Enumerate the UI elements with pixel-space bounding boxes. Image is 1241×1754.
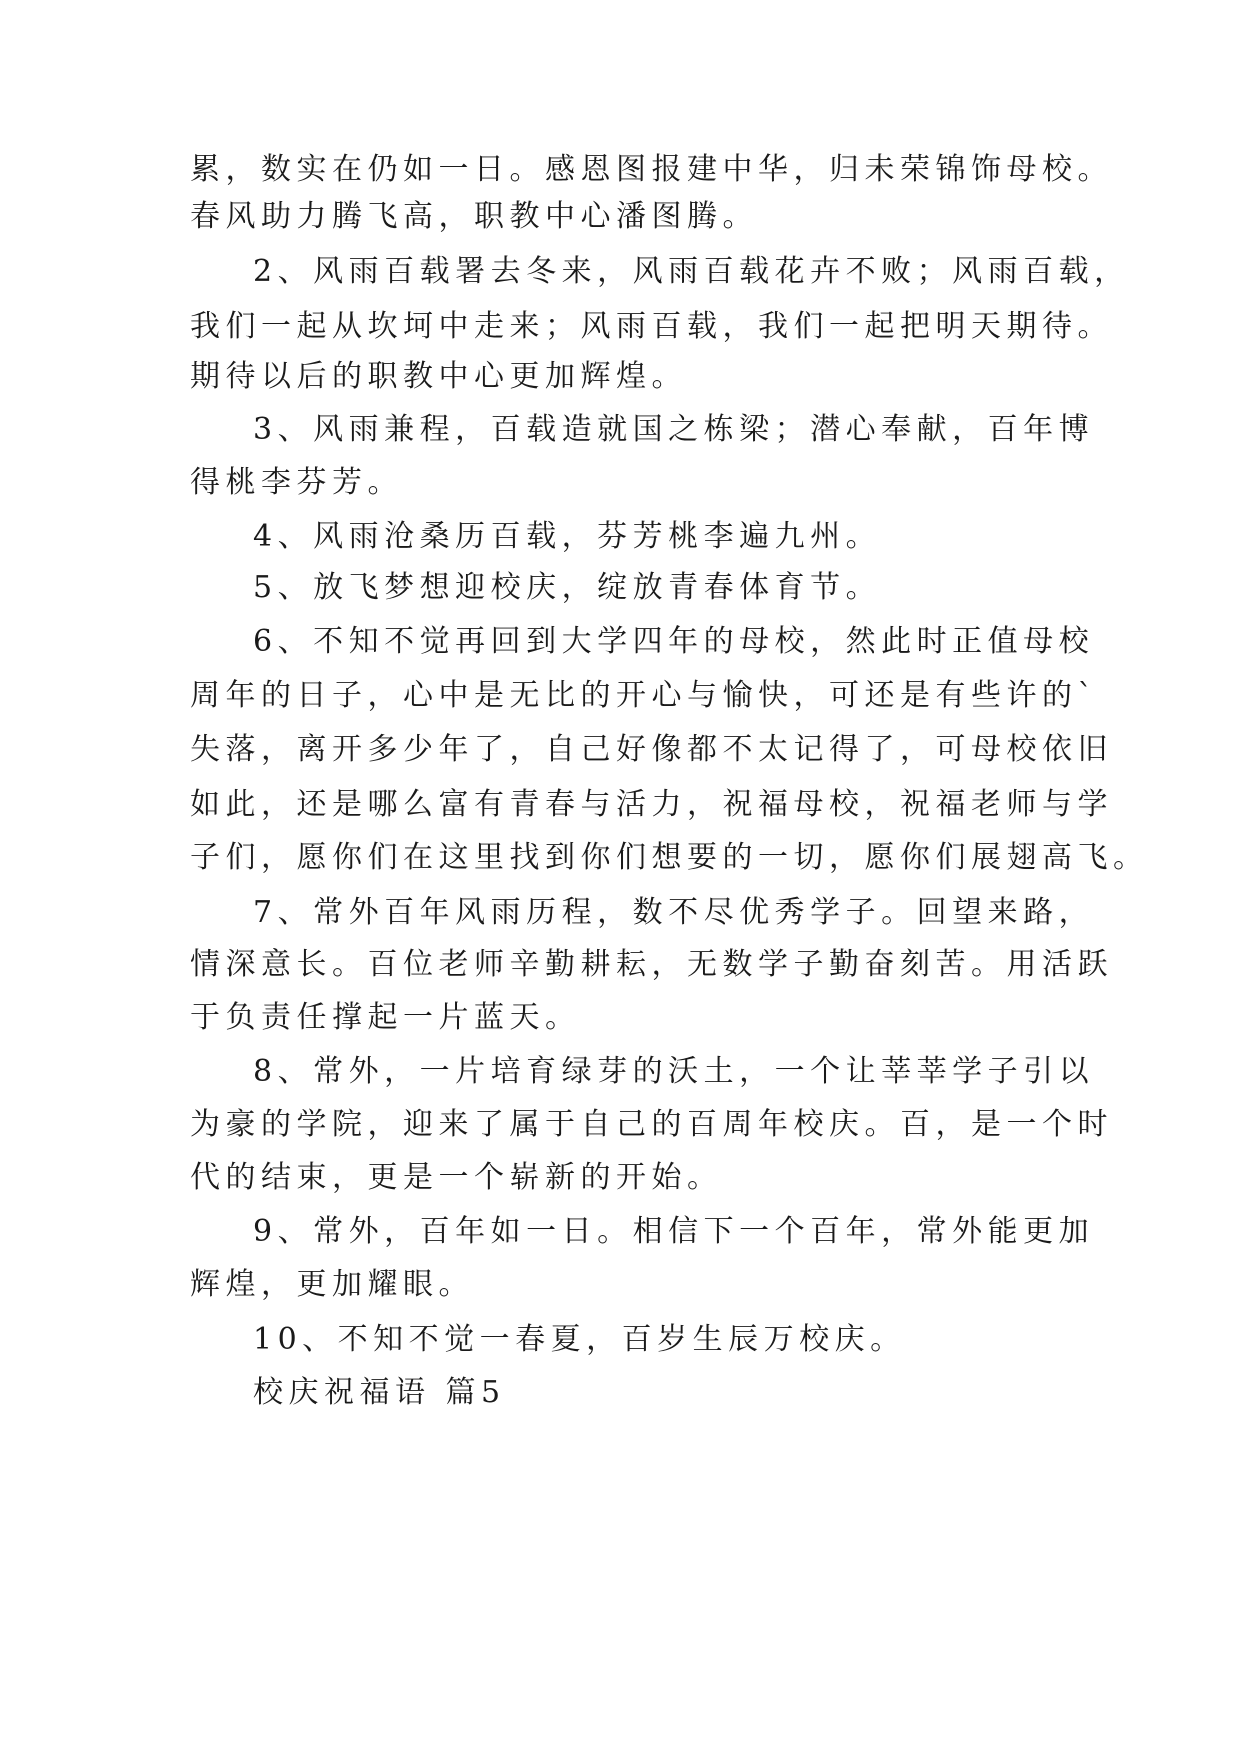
text-line: 为豪的学院，迎来了属于自己的百周年校庆。百，是一个时: [190, 1107, 1113, 1142]
text-line: 于负责任撑起一片蓝天。: [190, 1000, 581, 1035]
paragraph-7-line: 7、常外百年风雨历程，数不尽优秀学子。回望来路，: [253, 895, 1095, 930]
text-line: 情深意长。百位老师辛勤耕耘，无数学子勤奋刻苦。用活跃: [190, 947, 1113, 982]
text-line: 春风助力腾飞高，职教中心潘图腾。: [190, 199, 758, 234]
text-line: 我们一起从坎坷中走来；风雨百载，我们一起把明天期待。: [190, 309, 1113, 344]
paragraph-8-line: 8、常外，一片培育绿芽的沃土，一个让莘莘学子引以: [253, 1054, 1095, 1089]
text-line: 期待以后的职教中心更加辉煌。: [190, 359, 687, 394]
text-line: 辉煌，更加耀眼。: [190, 1267, 474, 1302]
text-line: 代的结束，更是一个崭新的开始。: [190, 1160, 723, 1195]
paragraph-2-line: 2、风雨百载署去冬来，风雨百载花卉不败；风雨百载，: [253, 254, 1130, 289]
text-line: 得桃李芬芳。: [190, 465, 403, 500]
paragraph-10-line: 10、不知不觉一春夏，百岁生辰万校庆。: [253, 1322, 906, 1357]
paragraph-9-line: 9、常外，百年如一日。相信下一个百年，常外能更加: [253, 1214, 1095, 1249]
paragraph-5-line: 5、放飞梦想迎校庆，绽放青春体育节。: [253, 570, 882, 605]
paragraph-6-line: 6、不知不觉再回到大学四年的母校，然此时正值母校: [253, 624, 1095, 659]
text-line: 周年的日子，心中是无比的开心与愉快，可还是有些许的`: [190, 678, 1098, 713]
text-line: 累，数实在仍如一日。感恩图报建中华，归未荣锦饰母校。: [190, 152, 1113, 187]
text-line: 失落，离开多少年了，自己好像都不太记得了，可母校依旧: [190, 732, 1113, 767]
paragraph-4-line: 4、风雨沧桑历百载，芬芳桃李遍九州。: [253, 519, 882, 554]
text-line: 子们，愿你们在这里找到你们想要的一切，愿你们展翅高飞。: [190, 840, 1149, 875]
section-heading: 校庆祝福语 篇5: [253, 1375, 506, 1410]
text-line: 如此，还是哪么富有青春与活力，祝福母校，祝福老师与学: [190, 787, 1113, 822]
paragraph-3-line: 3、风雨兼程，百载造就国之栋梁；潜心奉献，百年博: [253, 412, 1095, 447]
